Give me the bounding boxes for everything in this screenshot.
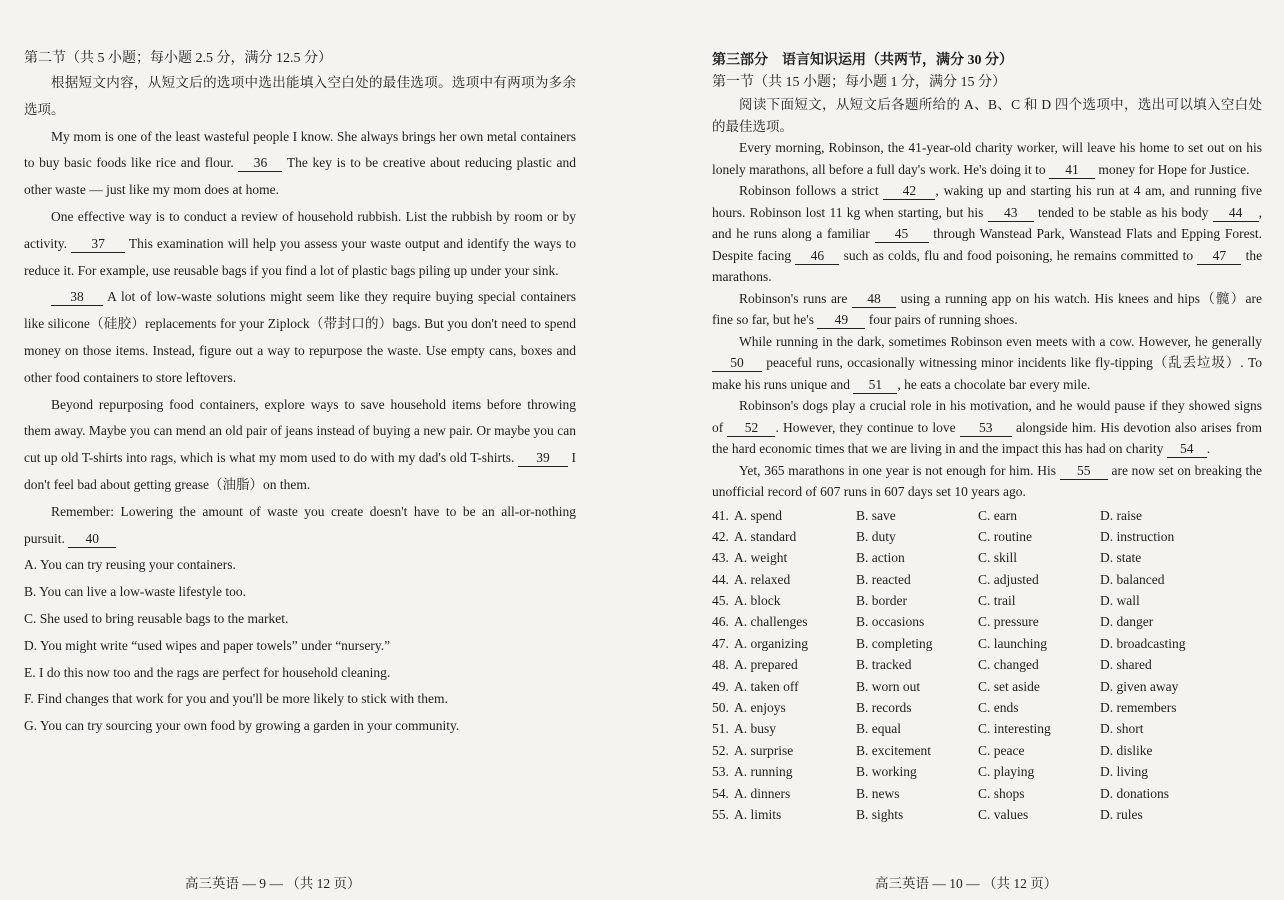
option-g: G. You can try sourcing your own food by growing a garden in your community.: [24, 718, 460, 734]
blank-36: 36: [238, 155, 282, 172]
left-page: [0, 0, 600, 900]
passage-paragraph: 38 A lot of low-waste solutions might seem like they require buying special containers like silicone（硅胶）replacements for your Ziplock（带封口的）bags. But you don't need to spend money on those items. Instead, figure out a way to repurpose the waste. Use empty cans, boxes and other food containers to store leftovers.: [24, 289, 576, 385]
question-row: 54. A. dinners B. news C. shops D. donations: [712, 785, 1169, 801]
passage-paragraph: While running in the dark, sometimes Robinson even meets with a cow. However, he generally 50 peaceful runs, occasionally witnessing minor incidents like fly-tipping（乱丢垃圾）. To make his runs unique and 51 , he eats a chocolate bar every mile.: [712, 333, 1263, 392]
blank-54: 54: [1167, 441, 1207, 458]
option-a: A. You can try reusing your containers.: [24, 557, 236, 573]
blank-45: 45: [875, 226, 929, 243]
option-d: D. You might write “used wipes and paper towels” under “nursery.”: [24, 637, 391, 653]
question-row: 50. A. enjoys B. records C. ends D. remembers: [712, 700, 1177, 716]
page-footer: 高三英语 — 10 — （共 12 页）: [875, 876, 1058, 891]
passage-paragraph: Yet, 365 marathons in one year is not enough for him. His 55 are now set on breaking the unofficial record of 607 runs in 607 days set 10 years ago.: [712, 462, 1263, 499]
passage-paragraph: Robinson's runs are 48 using a running app on his watch. His knees and hips（髋）are fine so far, but he's 49 four pairs of running shoes.: [712, 290, 1262, 327]
blank-39: 39: [518, 450, 568, 467]
blank-53: 53: [960, 420, 1012, 437]
passage-paragraph: Remember: Lowering the amount of waste you create doesn't have to be an all-or-nothing pursuit. 40: [24, 503, 576, 546]
blank-43: 43: [988, 205, 1034, 222]
question-row: 43. A. weight B. action C. skill D. state: [712, 550, 1142, 566]
passage-paragraph: Beyond repurposing food containers, explore ways to save household items before throwing them away. Maybe you can mend an old pair of jeans instead of buying a new pair. Or maybe you can cut up old T-shirts into rags, which is what my mom used to do with my dad's old T-shirts. 39 I don't feel bad about getting grease（油脂）on them.: [24, 396, 577, 492]
section-heading: 第二节（共 5 小题；每小题 2.5 分，满分 12.5 分）: [24, 51, 332, 66]
question-row: 48. A. prepared B. tracked C. changed D. shared: [712, 657, 1152, 673]
left-column: [24, 48, 576, 740]
part-heading: 第三部分 语言知识运用（共两节，满分 30 分）: [712, 53, 1013, 68]
question-row: 44. A. relaxed B. reacted C. adjusted D. balanced: [712, 571, 1165, 587]
passage-paragraph: Every morning, Robinson, the 41-year-old charity worker, will leave his home to set out on his lonely marathons, all before a full day's work. He's doing it to 41 money for Hope for Justice.: [712, 140, 1262, 177]
blank-37: 37: [71, 236, 125, 253]
question-row: 49. A. taken off B. worn out C. set aside D. given away: [712, 678, 1179, 694]
blank-55: 55: [1060, 463, 1108, 480]
page-footer: 高三英语 — 9 — （共 12 页）: [185, 876, 361, 891]
question-row: 42. A. standard B. duty C. routine D. instruction: [712, 528, 1175, 544]
question-options-table: [712, 505, 1262, 826]
right-page: [690, 0, 1284, 900]
question-row: 41. A. spend B. save C. earn D. raise: [712, 507, 1142, 523]
question-row: 47. A. organizing B. completing C. launching D. broadcasting: [712, 635, 1186, 651]
question-row: 51. A. busy B. equal C. interesting D. short: [712, 721, 1144, 737]
option-b: B. You can live a low-waste lifestyle too.: [24, 584, 246, 600]
passage-paragraph: Robinson follows a strict 42 , waking up and starting his run at 4 am, and running five hours. Robinson lost 11 kg when starting, but his 43 tended to be stable as his body 44 , and he runs along a familiar 45 through Wanstead Park, Wanstead Flats and Epping Forest. Despite facing 46 such as colds, flu and food poisoning, he remains committed to 47 the marathons.: [712, 183, 1263, 284]
question-row: 53. A. running B. working C. playing D. living: [712, 764, 1149, 780]
blank-46: 46: [795, 248, 839, 265]
option-c: C. She used to bring reusable bags to the market.: [24, 610, 289, 626]
question-row: 55. A. limits B. sights C. values D. rules: [712, 806, 1143, 822]
blank-42: 42: [883, 183, 935, 200]
right-column: [712, 50, 1262, 825]
passage-paragraph: Robinson's dogs play a crucial role in his motivation, and he would pause if they showed signs of 52 . However, they continue to love 53 alongside him. His devotion also arises from the hard economic times that we are living in and the impact this has had on charity 54 .: [712, 398, 1263, 456]
question-row: 45. A. block B. border C. trail D. wall: [712, 593, 1140, 609]
blank-48: 48: [852, 291, 896, 308]
instruction: 根据短文内容，从短文后的选项中选出能填入空白处的最佳选项。选项中有两项为多余选项。: [24, 75, 576, 117]
blank-38: 38: [51, 289, 103, 306]
blank-41: 41: [1049, 162, 1095, 179]
blank-50: 50: [712, 355, 762, 372]
passage-paragraph: One effective way is to conduct a review of household rubbish. List the rubbish by room or by activity. 37 This examination will help you assess your waste output and identify the ways to reduce it. For example, use reusable bags if you find a lot of plastic bags piling up under your sink.: [24, 208, 576, 278]
blank-52: 52: [727, 420, 775, 437]
blank-51: 51: [853, 377, 897, 394]
question-row: 52. A. surprise B. excitement C. peace D. dislike: [712, 742, 1153, 758]
blank-40: 40: [68, 531, 116, 548]
options-list: [24, 552, 576, 740]
blank-47: 47: [1197, 248, 1241, 265]
blank-44: 44: [1213, 205, 1259, 222]
blank-49: 49: [817, 312, 865, 329]
instruction: 阅读下面短文，从短文后各题所给的 A、B、C 和 D 四个选项中，选出可以填入空白处的最佳选项。: [712, 97, 1262, 134]
option-f: F. Find changes that work for you and you'll be more likely to stick with them.: [24, 691, 448, 707]
option-e: E. I do this now too and the rags are perfect for household cleaning.: [24, 664, 391, 680]
section-heading: 第一节（共 15 小题；每小题 1 分，满分 15 分）: [712, 75, 1006, 90]
question-row: 46. A. challenges B. occasions C. pressure D. danger: [712, 614, 1154, 630]
passage-paragraph: My mom is one of the least wasteful people I know. She always brings her own metal containers to buy basic foods like rice and flour. 36 The key is to be creative about reducing plastic and other waste — just like my mom does at home.: [24, 128, 577, 198]
